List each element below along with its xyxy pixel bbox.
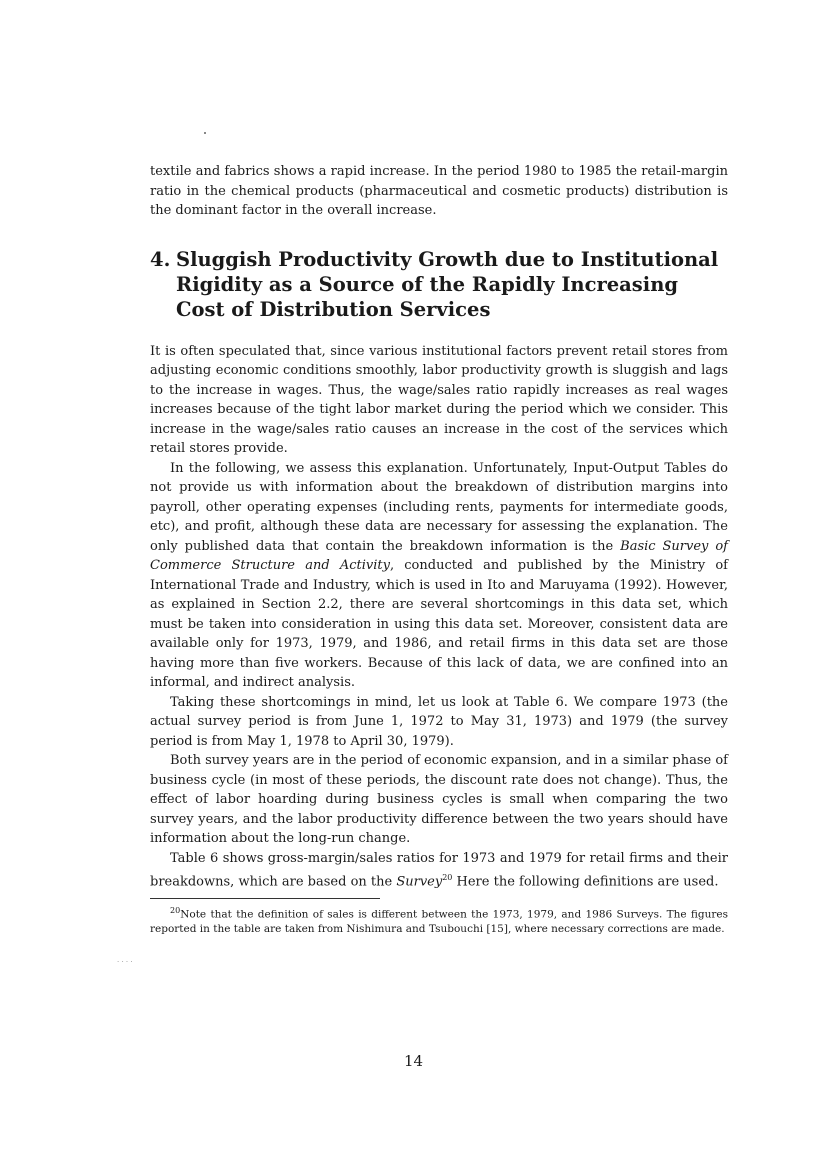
paragraph-2-text-b: , conducted and published by the Ministry of International Trade and Industry, which is used in Ito and Maruyama (1992). However, as explained in Section 2.2, there are several shortcomings in this data set, which must be taken into consideration in using this data set. Moreover, consistent data are available only for 1973, 1979, and 1986, and retail firms in this data set are those having more than five workers. Because of this lack of data, we are confined into an informal, and indirect analysis. [150, 558, 728, 690]
scan-speck [204, 132, 206, 134]
footnote-divider [150, 898, 380, 899]
survey-title-italic: Basic Survey of Commerce Structure and Activity [150, 538, 728, 573]
survey-italic: Survey [396, 874, 443, 890]
paragraph-5 [150, 849, 728, 892]
section-title: Sluggish Productivity Growth due to Institutional Rigidity as a Source of the Rapidly Increasing Cost of Distribution Services [176, 247, 719, 321]
paragraph-5-text-a: Table 6 shows gross-margin/sales ratios for 1973 and 1979 for retail firms and their breakdowns, which are based on the [150, 850, 728, 890]
section-number: 4. [150, 247, 171, 271]
footnote-ref[interactable]: 20 [442, 873, 453, 882]
footnote-text: Note that the definition of sales is different between the 1973, 1979, and 1986 Surveys. The figures reported in the table are taken from Nishimura and Tsubouchi [15], where necessary corrections are made. [150, 908, 728, 936]
paragraph-2 [150, 459, 728, 693]
footnote [150, 903, 728, 938]
footnote-mark: 20 [170, 905, 181, 915]
paragraph-5-text-b: Here the following definitions are used. [452, 874, 719, 890]
paragraph-4: Both survey years are in the period of economic expansion, and in a similar phase of business cycle (in most of these periods, the discount rate does not change). Thus, the effect of labor hoarding during business cycles is small when comparing the two survey years, and the labor productivity difference between the two years should have information about the long-run change. [150, 753, 728, 846]
scan-marks: · · · · [117, 958, 133, 966]
page-body [150, 162, 728, 937]
section-heading [150, 247, 728, 322]
paragraph-1: It is often speculated that, since various institutional factors prevent retail stores from adjusting economic conditions smoothly, labor productivity growth is sluggish and lags to the increase in wages. Thus, the wage/sales ratio rapidly increases as real wages increases because of the tight labor market during the period which we consider. This increase in the wage/sales ratio causes an increase in the cost of the services which retail stores provide. [150, 343, 728, 456]
intro-paragraph: textile and fabrics shows a rapid increase. In the period 1980 to 1985 the retail-margin ratio in the chemical products (pharmaceutical and cosmetic products) distribution is the dominant factor in the overall increase. [150, 164, 728, 218]
page-number: 14 [403, 1052, 424, 1070]
paragraph-2-text-a: In the following, we assess this explanation. Unfortunately, Input-Output Tables do not provide us with information about the breakdown of distribution margins into payroll, other operating expenses (including rents, payments for intermediate goods, etc), and profit, although these data are necessary for assessing the explanation. The only published data that contain the breakdown information is the [150, 460, 728, 554]
paragraph-3: Taking these shortcomings in mind, let us look at Table 6. We compare 1973 (the actual survey period is from June 1, 1972 to May 31, 1973) and 1979 (the survey period is from May 1, 1978 to April 30, 1979). [150, 694, 728, 749]
